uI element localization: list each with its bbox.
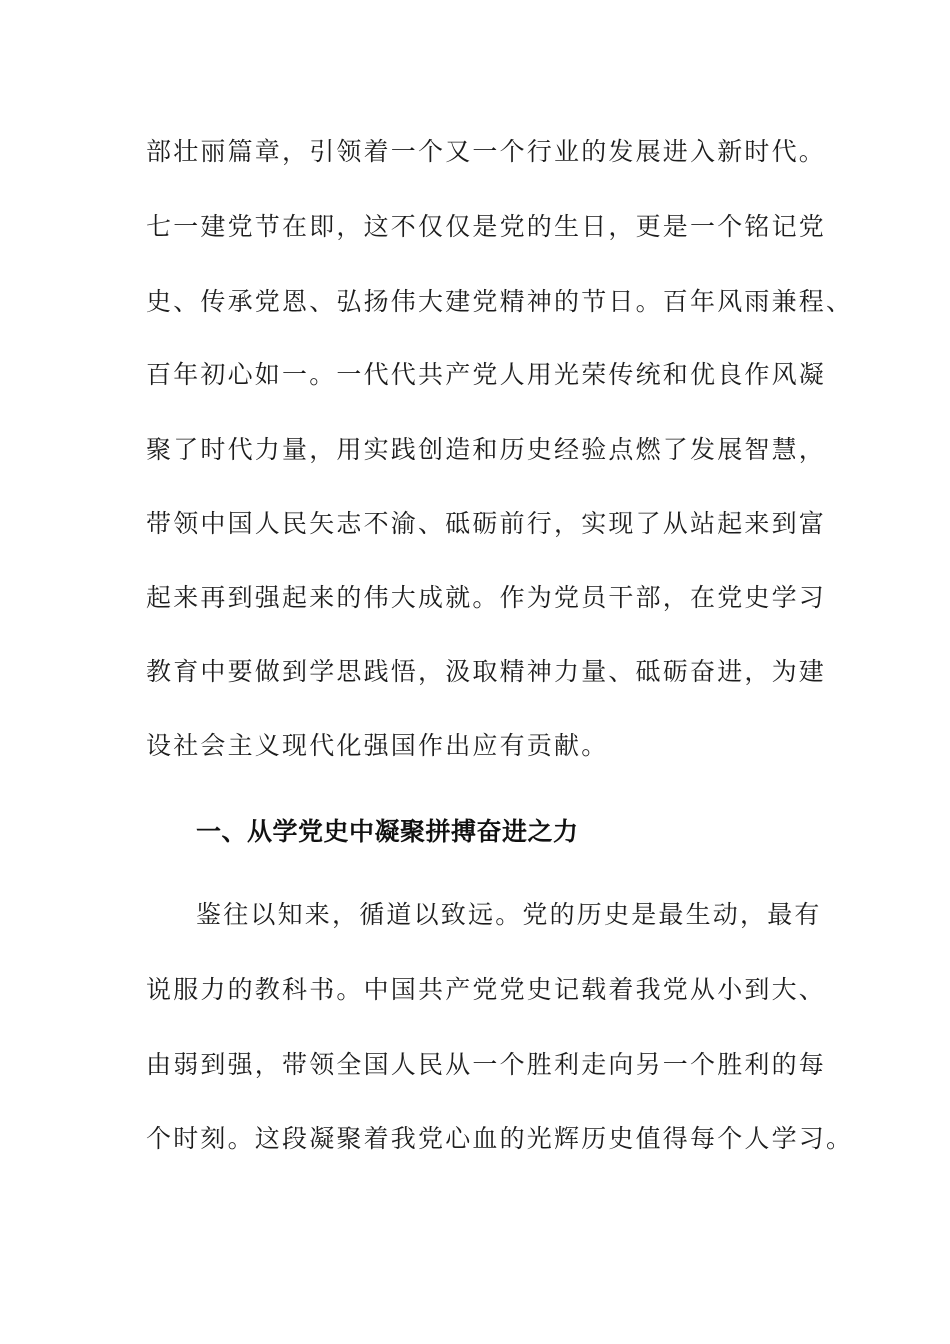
section-heading: 一、从学党史中凝聚拼搏奋进之力: [196, 817, 579, 846]
paragraph-line: 七一建党节在即，这不仅仅是党的生日，更是一个铭记党: [146, 212, 827, 241]
paragraph-line: 教育中要做到学思践悟，汲取精神力量、砥砺奋进，为建: [146, 657, 827, 686]
paragraph-line: 起来再到强起来的伟大成就。作为党员干部，在党史学习: [146, 583, 827, 612]
paragraph-line: 百年初心如一。一代代共产党人用光荣传统和优良作风凝: [146, 360, 827, 389]
paragraph-line: 聚了时代力量，用实践创造和历史经验点燃了发展智慧，: [146, 435, 827, 464]
paragraph-line: 说服力的教科书。中国共产党党史记载着我党从小到大、: [146, 975, 827, 1004]
paragraph-line: 鉴往以知来，循道以致远。党的历史是最生动，最有: [196, 900, 822, 929]
paragraph-line: 史、传承党恩、弘扬伟大建党精神的节日。百年风雨兼程、: [146, 287, 854, 316]
paragraph-line: 带领中国人民矢志不渝、砥砺前行，实现了从站起来到富: [146, 509, 827, 538]
paragraph-line: 由弱到强，带领全国人民从一个胜利走向另一个胜利的每: [146, 1050, 827, 1079]
paragraph-line: 个时刻。这段凝聚着我党心血的光辉历史值得每个人学习。: [146, 1124, 854, 1153]
paragraph-line: 部壮丽篇章，引领着一个又一个行业的发展进入新时代。: [146, 137, 827, 166]
paragraph-line: 设社会主义现代化强国作出应有贡献。: [146, 731, 609, 760]
